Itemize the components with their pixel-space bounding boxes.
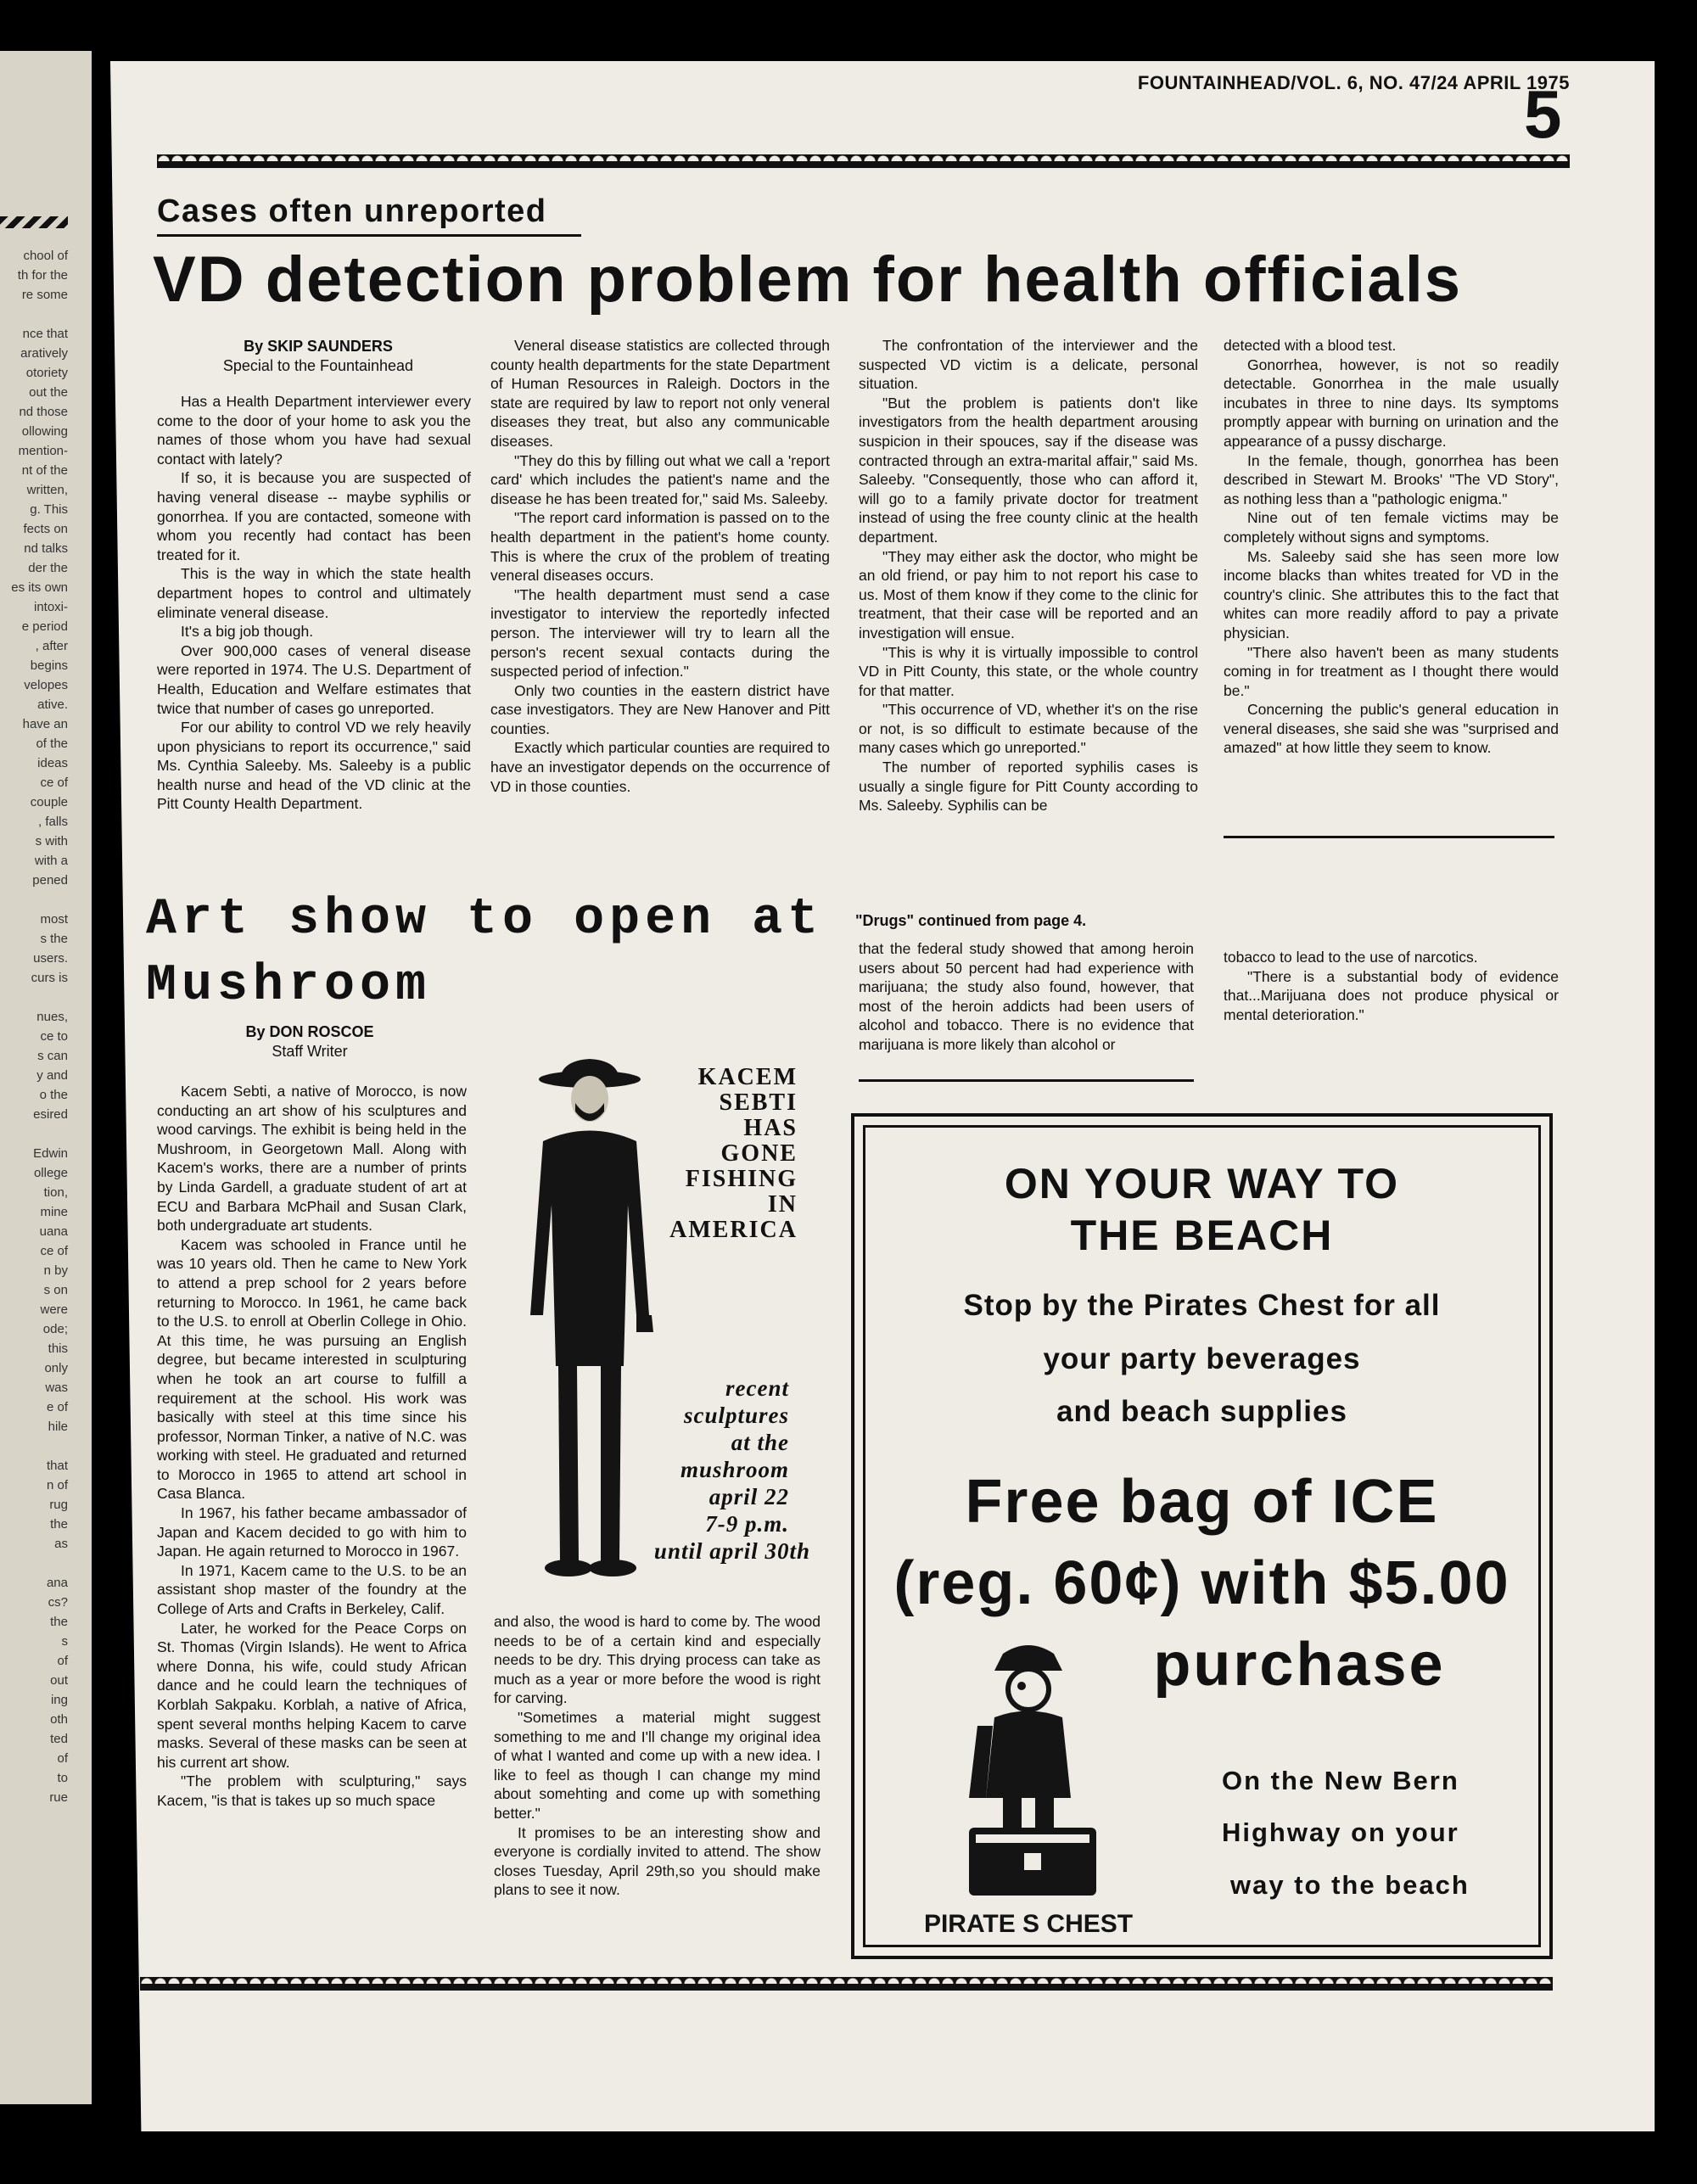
- ad-headline-1: ON YOUR WAY TO: [1004, 1160, 1400, 1207]
- facing-page-line: written,: [26, 483, 68, 497]
- paragraph: "The health department must send a case investigator to interview the reportedly infected person. The interviewer will try to learn all the person's recent sexual contacts during the suspected period of infection.": [490, 585, 830, 680]
- paragraph: "This is why it is virtually impossible to control VD in Pitt County, this state, or the whole country for that matter.: [859, 643, 1198, 699]
- facing-page-line: mention-: [18, 444, 68, 458]
- poster-detail-line: 7-9 p.m.: [705, 1511, 789, 1537]
- drugs-continued-heading: "Drugs" continued from page 4.: [855, 912, 1087, 929]
- facing-page-line: , falls: [37, 815, 68, 829]
- paragraph: and also, the wood is hard to come by. The wood needs to be of a certain kind and especially needs to be dry. This drying process can take as much as a year or more before the wood is right for carving.: [494, 1613, 820, 1707]
- paragraph: Only two counties in the eastern district have case investigators. They are New Hanover and Pitt counties.: [490, 681, 830, 737]
- paragraph: This is the way in which the state health department hopes to control and ultimately eliminate veneral disease.: [157, 565, 471, 621]
- poster-detail-line: sculptures: [683, 1403, 789, 1428]
- facing-page-line: couple: [30, 795, 68, 809]
- facing-page-line: uana: [39, 1224, 68, 1239]
- facing-page-line: to: [57, 1771, 68, 1785]
- paragraph: "The report card information is passed on to the health department in the patient's home county. This is where the crux of the problem of treating veneral diseases occurs.: [490, 509, 830, 585]
- facing-page-line: Edwin: [33, 1146, 68, 1161]
- facing-page-line: curs is: [31, 971, 68, 985]
- paragraph: "But the problem is patients don't like investigators from the health department arousing suspicion in their spouces, say if the disease was contracted through an extra-marital affair," said Ms. Saleeby. "Consequently, those who can afford it, will go to a family private doctor for treatment instead of using the free county clinic at the health department.: [859, 394, 1198, 546]
- facing-page-text: [0, 51, 92, 1807]
- facing-page-line: fects on: [23, 522, 68, 536]
- facing-page-line: e of: [46, 1400, 68, 1414]
- drugs-end-rule: [859, 1079, 1194, 1082]
- facing-page-line: most: [40, 912, 68, 927]
- paragraph: "The problem with sculpturing," says Kacem, "is that is takes up so much space: [157, 1772, 467, 1809]
- ad-location-2: Highway on your: [1222, 1817, 1459, 1847]
- vd-headline: VD detection problem for health officials: [153, 244, 1463, 316]
- paragraph: "There also haven't been as many students coming in for treatment as I thought there would be.": [1224, 643, 1559, 699]
- facing-page-line: [0, 51, 92, 70]
- facing-page-line: as: [54, 1537, 68, 1551]
- vd-byline-role: Special to the Fountainhead: [222, 357, 414, 374]
- facing-page-line: ce of: [40, 776, 68, 790]
- facing-page-line: [0, 70, 92, 90]
- facing-page-line: [0, 129, 92, 148]
- paragraph: Ms. Saleeby said she has seen more low income blacks than whites treated for VD in the country's clinic. She attributes this to the fact that whites can more readily afford to pay a private physician.: [1224, 547, 1559, 641]
- pirate-logo-icon: [923, 1637, 1134, 1942]
- paragraph: Over 900,000 cases of veneral disease were reported in 1974. The U.S. Department of Health, Education and Welfare estimates that twice that number of cases go unreported.: [157, 641, 471, 717]
- art-headline-line-2: Mushroom: [146, 957, 432, 1015]
- facing-page-line: s the: [40, 932, 68, 946]
- facing-page-line: aratively: [20, 346, 68, 361]
- kicker-underline: [157, 234, 581, 237]
- art-byline-name: By DON ROSCOE: [245, 1023, 374, 1040]
- pirate-logo-text: PIRATE S CHEST: [923, 1910, 1134, 1938]
- page-number: 5: [1524, 76, 1562, 152]
- drugs-column-1: [859, 939, 1194, 1075]
- facing-page-line: mine: [40, 1205, 68, 1219]
- paragraph: Later, he worked for the Peace Corps on St. Thomas (Virgin Islands). He went to Africa where Donna, his wife, could study African dance and he could learn the techniques of Korblah Sakpaku. Korblah, a native of Africa, spent several months helping Kacem to carve masks. Several of these masks can be seen at his current art show.: [157, 1619, 467, 1771]
- facing-page-line: tion,: [43, 1185, 68, 1200]
- paragraph: In 1971, Kacem came to the U.S. to be an assistant shop master of the foundry at the College of Arts and Crafts in Berkeley, Calif.: [157, 1561, 467, 1618]
- facing-page-line: [0, 148, 92, 168]
- facing-page-line: ode;: [42, 1322, 68, 1336]
- facing-page-line: s with: [35, 834, 68, 848]
- facing-page-line: chool of: [23, 249, 68, 263]
- facing-page-line: s can: [37, 1049, 68, 1063]
- art-byline-role: Staff Writer: [272, 1043, 348, 1060]
- facing-page-line: ollege: [33, 1166, 68, 1180]
- facing-page-line: ideas: [37, 756, 68, 770]
- facing-page-line: e period: [21, 619, 68, 634]
- facing-page-line: th for the: [17, 268, 68, 283]
- paragraph: detected with a blood test.: [1224, 337, 1397, 354]
- facing-page-line: of the: [36, 736, 68, 751]
- ad-line-2: your party beverages: [1043, 1342, 1361, 1375]
- paragraph: The confrontation of the interviewer and the suspected VD victim is a delicate, personal situation.: [859, 337, 1198, 393]
- vd-byline-name: By SKIP SAUNDERS: [244, 338, 393, 355]
- poster-title-line: IN: [767, 1191, 798, 1218]
- ad-offer-3: purchase: [1153, 1631, 1446, 1699]
- facing-page-line: begins: [30, 658, 68, 673]
- facing-page-line: this: [48, 1341, 68, 1356]
- facing-page-line: [0, 305, 92, 324]
- masthead-issue: FOUNTAINHEAD/VOL. 6, NO. 47/24 APRIL 1975: [1137, 72, 1570, 93]
- pirates-chest-ad: [851, 1113, 1553, 1959]
- ad-line-1: Stop by the Pirates Chest for all: [963, 1289, 1441, 1322]
- facing-page-line: the: [50, 1517, 68, 1532]
- facing-page-line: hile: [48, 1420, 68, 1434]
- paragraph: In 1967, his father became ambassador of Japan and Kacem decided to go with him to Japan. He again returned to Morocco in 1967.: [157, 1504, 467, 1560]
- vd-column-1: [157, 392, 471, 867]
- ad-location-1: On the New Bern: [1222, 1766, 1459, 1795]
- ad-location-3: way to the beach: [1230, 1870, 1470, 1900]
- art-column-1: [157, 1082, 467, 1930]
- paragraph: "This occurrence of VD, whether it's on the rise or not, is so difficult to estimate because of the many cases which go unreported.": [859, 701, 1198, 757]
- facing-page-line: that: [46, 1459, 68, 1473]
- poster-detail-line: april 22: [708, 1484, 789, 1509]
- facing-page-line: was: [45, 1380, 68, 1395]
- bottom-wavy-rule: [140, 1977, 1553, 1991]
- facing-page-line: with a: [34, 854, 68, 868]
- paragraph: Concerning the public's general education in veneral diseases, she said she was "surprised and amazed" at how little they seem to know.: [1224, 701, 1559, 757]
- facing-page-line: [0, 227, 92, 246]
- facing-page-line: g. This: [30, 502, 68, 517]
- facing-page-line: ana: [46, 1576, 68, 1590]
- facing-page-line: ative.: [37, 697, 68, 712]
- facing-page-line: s: [61, 1634, 68, 1649]
- facing-page-line: [0, 109, 92, 129]
- facing-page-line: of: [57, 1654, 68, 1668]
- facing-page-line: cs?: [48, 1595, 68, 1610]
- ad-inner-border: [863, 1125, 1541, 1947]
- poster-title-line: FISHING: [685, 1166, 798, 1192]
- facing-page-line: were: [40, 1302, 68, 1317]
- facing-page-line: only: [44, 1361, 68, 1375]
- poster-detail-line: mushroom: [680, 1457, 789, 1482]
- facing-page-line: ted: [50, 1732, 68, 1746]
- vd-column-4: [1224, 336, 1559, 828]
- facing-page-line: nues,: [36, 1010, 68, 1024]
- facing-page-line: nce that: [22, 327, 68, 341]
- facing-page-line: [0, 988, 92, 1007]
- poster-title: [645, 1065, 798, 1243]
- facing-page-line: o the: [39, 1088, 68, 1102]
- vd-byline: [174, 337, 462, 376]
- poster-title-line: SEBTI: [719, 1089, 798, 1116]
- facing-page-line: users.: [33, 951, 68, 966]
- paragraph: It's a big job though.: [181, 623, 314, 641]
- facing-page-line: otoriety: [25, 366, 68, 380]
- facing-page-wavy-rule: [0, 216, 68, 228]
- poster-detail-line: until april 30th: [653, 1538, 810, 1564]
- facing-page-line: [0, 1554, 92, 1573]
- facing-page-line: es its own: [11, 580, 68, 595]
- facing-page-line: ing: [50, 1693, 68, 1707]
- ad-line-3: and beach supplies: [1056, 1395, 1347, 1428]
- paragraph: In the female, though, gonorrhea has been described in Stewart M. Brooks' "The VD Story", as nothing less than a "pathologic enigma.": [1224, 451, 1559, 507]
- paragraph: Nine out of ten female victims may be completely without signs and symptoms.: [1224, 509, 1559, 546]
- paragraph: Has a Health Department interviewer every come to the door of your home to ask you the names of those whom you have had sexual contact with lately?: [157, 393, 471, 468]
- facing-page-line: oth: [50, 1712, 68, 1727]
- paragraph: Exactly which particular counties are required to have an investigator depends on the occurrence of VD in those counties.: [490, 739, 830, 795]
- facing-page-line: [0, 890, 92, 910]
- paragraph: Gonorrhea, however, is not so readily detectable. Gonorrhea in the male usually incubates in three to nine days. Its symptoms promptly appear with burning on urination and the appearance of a pussy discharge.: [1224, 356, 1559, 450]
- facing-page-line: [0, 188, 92, 207]
- paragraph: Veneral disease statistics are collected through county health departments for the state Department of Human Resources in Raleigh. Doctors in the state are required by law to report not only veneral diseases they treat, but also any communicable diseases.: [490, 337, 830, 450]
- facing-page-line: intoxi-: [33, 600, 68, 614]
- facing-page-line: nd talks: [24, 541, 68, 556]
- facing-page-line: pened: [32, 873, 68, 888]
- facing-page-line: ollowing: [21, 424, 68, 439]
- poster-details: [585, 1375, 810, 1565]
- ad-headline-2: THE BEACH: [1070, 1212, 1334, 1259]
- art-column-2: [494, 1612, 820, 1943]
- facing-page-line: re some: [21, 288, 68, 302]
- facing-page-edge: [0, 51, 92, 2104]
- facing-page-line: ce of: [40, 1244, 68, 1258]
- facing-page-line: der the: [28, 561, 68, 575]
- paragraph: If so, it is because you are suspected of having veneral disease -- maybe syphilis or gonorrhea. If you are contacted, someone with whom you recently had contact has been treated for it.: [157, 469, 471, 563]
- ad-offer-2: (reg. 60¢) with $5.00: [893, 1549, 1510, 1617]
- facing-page-line: n by: [43, 1263, 68, 1278]
- facing-page-line: [0, 168, 92, 188]
- facing-page-line: y and: [36, 1068, 68, 1083]
- facing-page-line: [0, 1436, 92, 1456]
- paragraph: that the federal study showed that among heroin users about 50 percent had had experience with marijuana; the study also found, however, that most of the heroin addicts had been users of alcohol and tobacco. There is no evidence that marijuana is more likely than alcohol or: [859, 940, 1194, 1053]
- top-wavy-rule: [157, 154, 1570, 168]
- facing-page-line: the: [50, 1615, 68, 1629]
- vd-kicker: Cases often unreported: [157, 193, 547, 229]
- facing-page-line: n of: [46, 1478, 68, 1492]
- facing-page-line: esired: [33, 1107, 68, 1122]
- facing-page-line: nd those: [19, 405, 68, 419]
- paragraph: For our ability to control VD we rely heavily upon physicians to report its occurrence," said Ms. Cynthia Saleeby. Ms. Saleeby is a public health nurse and head of the VD clinic at the Pitt County Health Department.: [157, 719, 471, 813]
- paragraph: Kacem Sebti, a native of Morocco, is now conducting an art show of his sculptures and wood carvings. The exhibit is being held in the Mushroom, in Georgetown Mall. Along with Kacem's works, there are a number of prints by Linda Gardell, a graduate student of art at ECU and Barbara McPhail and Susan Clark, both undergraduate art students.: [157, 1083, 467, 1235]
- facing-page-line: [0, 1124, 92, 1144]
- facing-page-line: rue: [49, 1790, 68, 1805]
- paragraph: Kacem was schooled in France until he was 10 years old. Then he came to New York to attend a prep school for 2 years before returning to Morocco. In 1961, he came back to the U.S. to enroll at Oberlin College in Ohio. At this time, he was pursuing an English degree, but became interested in sculpturing when he took an art course to fulfill a requirement at the school. His work was basically with steel at this time since his professor, Norman Tinker, a native of N.C. was working with steel. He graduated and returned to Morocco in 1965 to attend art school in Casa Blanca.: [157, 1235, 467, 1503]
- poster-title-line: AMERICA: [669, 1217, 798, 1243]
- facing-page-line: of: [57, 1751, 68, 1766]
- facing-page-line: out the: [29, 385, 68, 400]
- art-byline: [170, 1022, 450, 1061]
- paragraph: "Sometimes a material might suggest something to me and I'll change my original idea of what I wanted and come up with a new idea. I like to feel as though I can change my mind about somehting and come up with something better.": [494, 1708, 820, 1822]
- vd-column-3: [859, 336, 1198, 879]
- poster-title-line: KACEM: [697, 1064, 798, 1090]
- facing-page-line: rug: [49, 1498, 68, 1512]
- ad-offer-1: Free bag of ICE: [965, 1468, 1439, 1536]
- facing-page-line: [0, 90, 92, 109]
- facing-page-line: have an: [22, 717, 68, 731]
- facing-page-line: out: [50, 1673, 68, 1688]
- vd-column-2: [490, 336, 830, 875]
- facing-page-line: s on: [43, 1283, 68, 1297]
- facing-page-line: velopes: [24, 678, 68, 692]
- vd-end-rule: [1224, 836, 1554, 838]
- paragraph: "They may either ask the doctor, who might be an old friend, or pay him to not report his case to us. Most of them know if they come to the clinic for treatment, that their case will be reported and an investigation will ensue.: [859, 547, 1198, 641]
- poster-title-line: HAS: [743, 1115, 798, 1141]
- facing-page-line: nt of the: [21, 463, 68, 478]
- poster-detail-line: recent: [725, 1375, 789, 1401]
- art-headline: [146, 887, 823, 1019]
- paragraph: tobacco to lead to the use of narcotics.: [1224, 949, 1478, 966]
- paragraph: The number of reported syphilis cases is usually a single figure for Pitt County according to Ms. Saleeby. Syphilis can be: [859, 759, 1198, 815]
- facing-page-line: ce to: [40, 1029, 68, 1044]
- art-headline-line-1: Art show to open at: [146, 891, 824, 949]
- drugs-column-2: [1224, 948, 1559, 1033]
- paragraph: "There is a substantial body of evidence that...Marijuana does not produce physical or mental deterioration.": [1224, 967, 1559, 1023]
- facing-page-line: , after: [35, 639, 68, 653]
- paragraph: "They do this by filling out what we call a 'report card' which includes the patient's name and the disease he has been treated for," said Ms. Saleeby.: [490, 451, 830, 507]
- poster-title-line: GONE: [720, 1140, 798, 1167]
- poster-detail-line: at the: [731, 1430, 789, 1455]
- paragraph: It promises to be an interesting show and everyone is cordially invited to attend. The show closes Tuesday, April 29th,so you should make plans to see it now.: [494, 1823, 820, 1899]
